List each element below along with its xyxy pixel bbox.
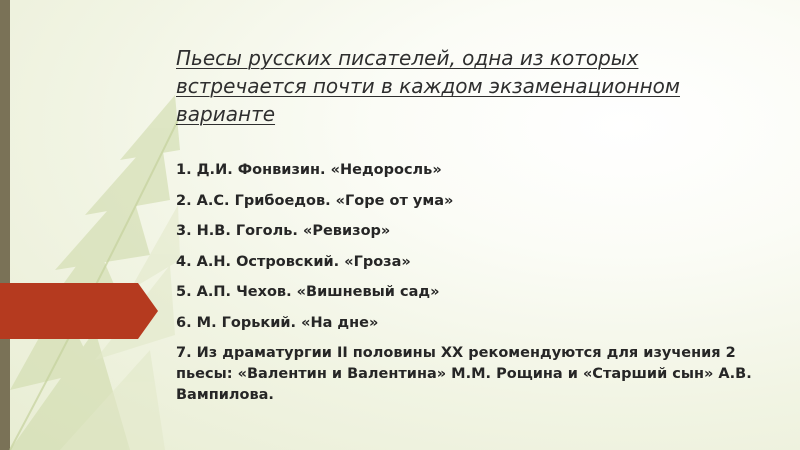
- list-item: 5. А.П. Чехов. «Вишневый сад»: [176, 284, 440, 300]
- plays-list: [176, 160, 756, 416]
- list-item: 6. М. Горький. «На дне»: [176, 314, 379, 331]
- list-item: 7. Из драматургии II половины XX рекомендуются для изучения 2 пьесы: «Валентин и Валентина» М.М. Рощина и «Старший сын» А.В. Вампилова.: [176, 345, 752, 403]
- slide-title: Пьесы русских писателей, одна из которых встречается почти в каждом экзаменационном варианте: [176, 46, 680, 126]
- list-item: 4. А.Н. Островский. «Гроза»: [176, 253, 411, 270]
- leaf-shape: [120, 95, 180, 160]
- list-item: 2. А.С. Грибоедов. «Горе от ума»: [176, 192, 454, 209]
- list-item: 3. Н.В. Гоголь. «Ревизор»: [176, 223, 391, 239]
- list-item: 1. Д.И. Фонвизин. «Недоросль»: [176, 162, 442, 178]
- red-arrow-tab: [0, 283, 158, 339]
